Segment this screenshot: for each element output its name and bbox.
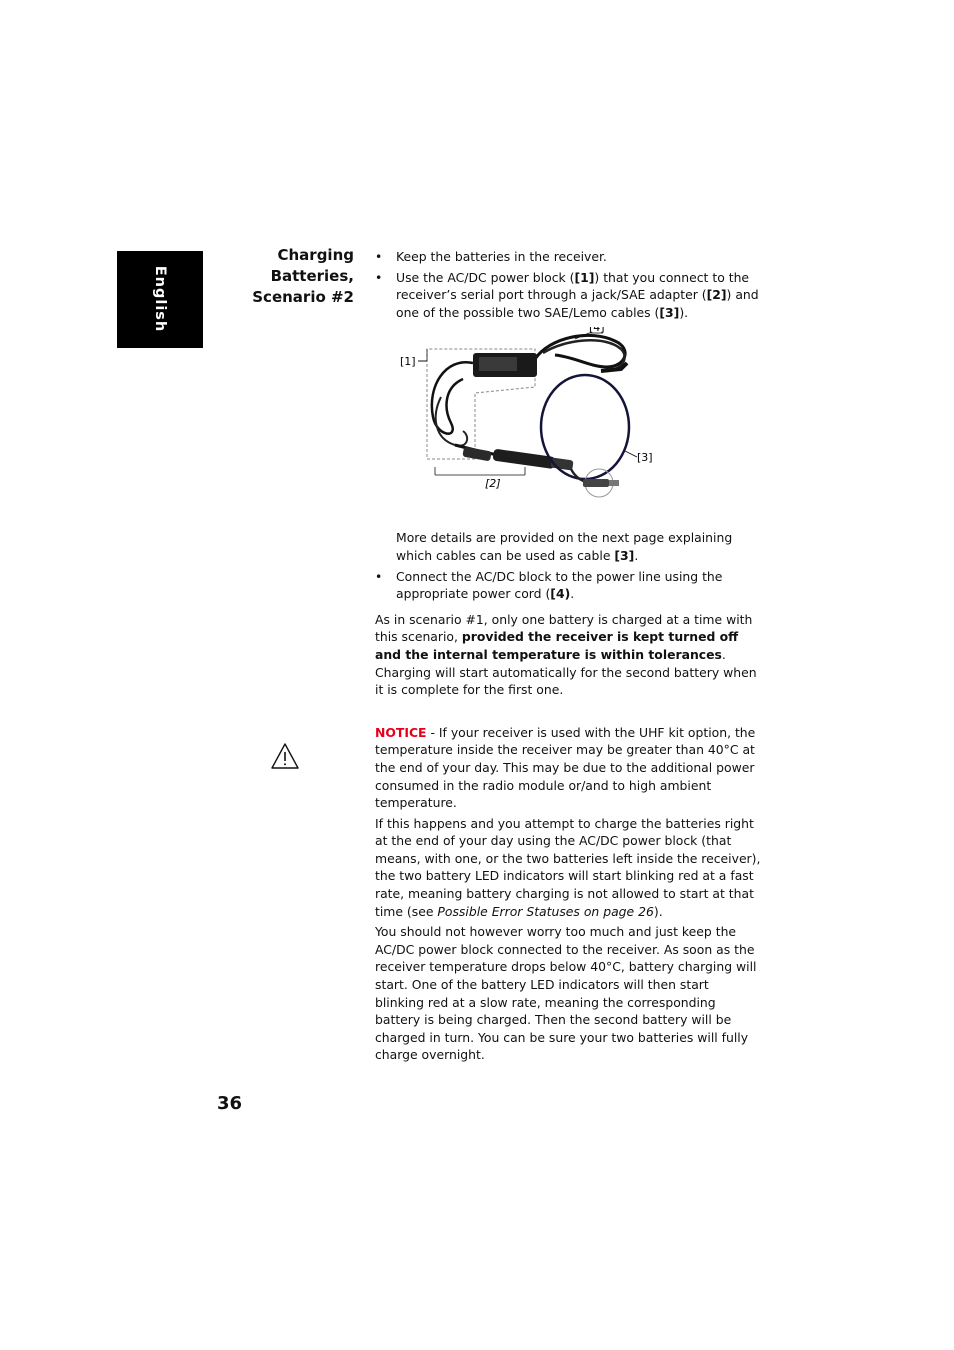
reassurance-paragraph: You should not however worry too much and just keep the AC/DC power block connected to the receiver. As soon as the receiver temperature drops below 40°C, battery charging will start. One of the battery LED indicators will then start blinking red at a slow rate, meaning the corresponding battery is being charged. Then the second battery will be charged in turn. You can be sure your two batteries will fully charge overnight. — [375, 924, 757, 1063]
cross-reference-link[interactable]: Possible Error Statuses on page 26 — [437, 903, 654, 919]
paragraph-text: ). — [653, 903, 663, 919]
main-content — [375, 248, 761, 1067]
power-block-photo — [375, 327, 761, 517]
paragraph-text: As in scenario #1, only one battery is charged at a time with this scenario, — [375, 611, 753, 645]
scenario-paragraph — [375, 611, 761, 699]
reference-tag: [2] — [706, 287, 727, 303]
list-item — [375, 248, 761, 266]
bullet-dot: • — [375, 568, 383, 584]
error-paragraph — [375, 815, 761, 921]
paragraph-text: . — [634, 547, 639, 563]
power-block-figure — [375, 327, 761, 517]
page-number: 36 — [217, 1093, 243, 1114]
list-item-text: Use the AC/DC power block ( — [396, 269, 575, 285]
bullet-dot: • — [375, 269, 383, 285]
figure-caption-paragraph — [375, 529, 761, 564]
language-tab-label: English — [152, 265, 168, 333]
paragraph-text: More details are provided on the next page explaining which cables can be used as cable — [396, 530, 733, 563]
list-item — [375, 568, 761, 603]
section-title-line: Batteries, — [270, 267, 354, 285]
paragraph-text: . Charging will start automatically for the second battery when it is complete for the first one. — [375, 646, 757, 698]
paragraph-text: If this happens and you attempt to charge the batteries right at the end of your day using the AC/DC power block (that means, with one, or the two batteries left inside the receiver), the two battery LED indicators will start blinking red at a fast rate, meaning battery charging is not allowed to start at that time (see — [375, 815, 761, 919]
list-item-text: . — [570, 586, 575, 602]
reference-tag: [1] — [574, 269, 595, 285]
reference-tag: [4) — [550, 586, 571, 602]
list-item-text: Connect the AC/DC block to the power line using the appropriate power cord ( — [396, 568, 723, 602]
list-item-text: ). — [679, 304, 689, 320]
notice-paragraph — [375, 724, 761, 812]
figure-label-4: [4] — [589, 327, 605, 335]
figure-label-1: [1] — [400, 355, 416, 369]
section-title — [204, 245, 354, 308]
bullet-dot: • — [375, 249, 383, 264]
list-item — [375, 269, 761, 322]
paragraph-text: - If your receiver is used with the UHF kit option, the temperature inside the receiver may be greater than 40°C at the end of your day. This may be due to the additional power consumed in the radio module or/and to high ambient temperature. — [375, 724, 756, 811]
figure-label-2: [2] — [485, 477, 501, 491]
warning-triangle-icon — [270, 742, 300, 770]
list-item-text: ) that you connect to the receiver’s serial port through a jack/SAE adapter ( — [396, 269, 750, 303]
list-item-text: Keep the batteries in the receiver. — [396, 249, 607, 264]
reference-tag: [3] — [659, 304, 680, 320]
notice-label: NOTICE — [375, 724, 427, 740]
section-title-line: Scenario #2 — [252, 288, 354, 306]
emphasis-text: provided the receiver is kept turned off and the internal temperature is within tolerances — [375, 629, 739, 662]
list-item-text: ) and one of the possible two SAE/Lemo cables ( — [396, 287, 759, 320]
section-title-line: Charging — [277, 246, 354, 264]
figure-label-3: [3] — [637, 451, 653, 465]
reference-tag: [3] — [614, 547, 635, 563]
